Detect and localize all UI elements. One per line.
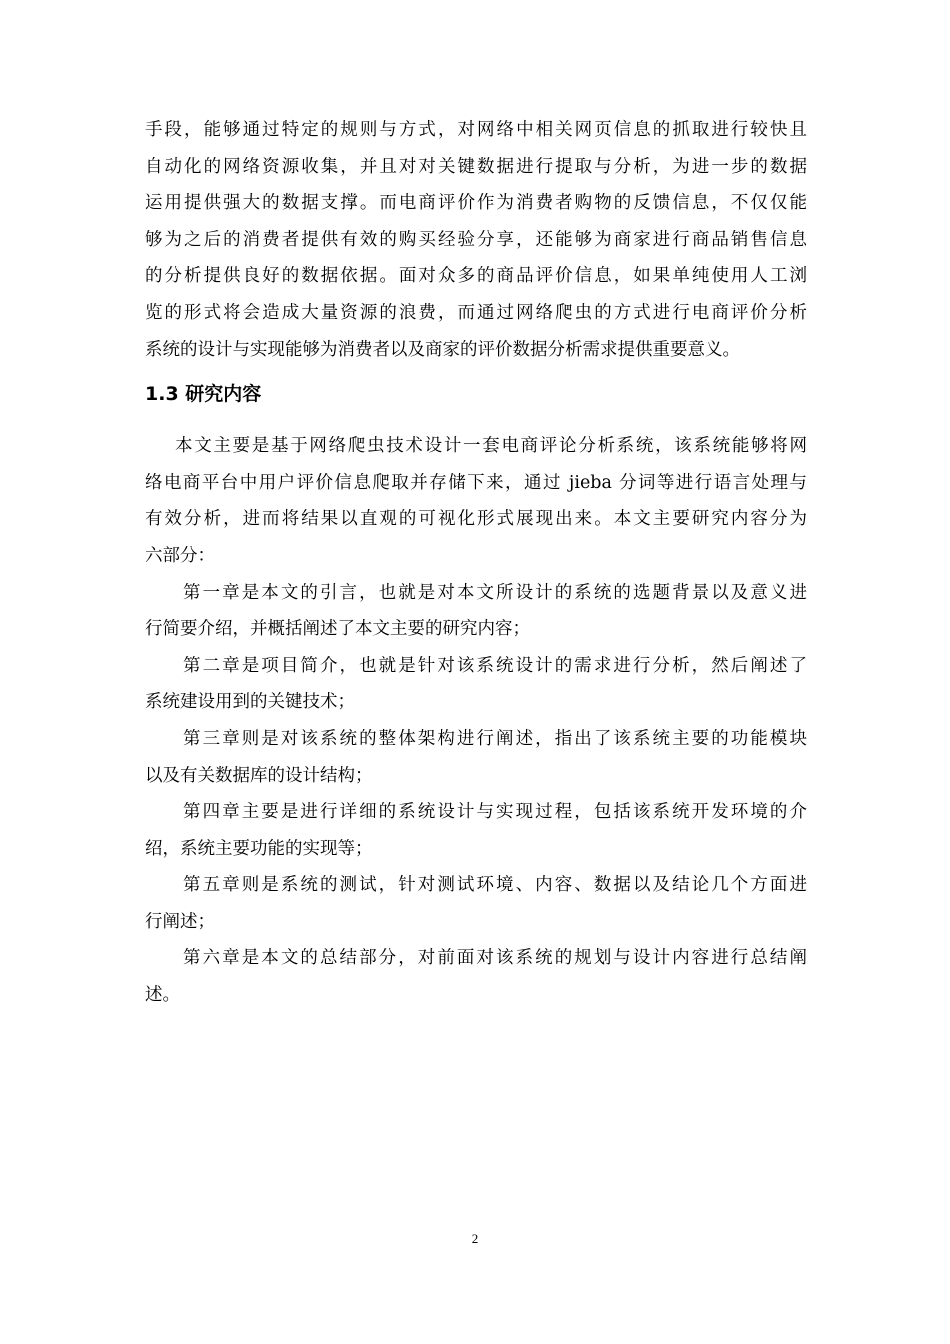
text-line: 六部分： bbox=[145, 545, 215, 566]
text-line: 的分析提供良好的数据依据。面对众多的商品评价信息，如果单纯使用人工浏 bbox=[145, 266, 807, 287]
text-line: 第二章是项目简介，也就是针对该系统设计的需求进行分析，然后阐述了 bbox=[183, 655, 807, 676]
text-line: 有效分析，进而将结果以直观的可视化形式展现出来。本文主要研究内容分为 bbox=[145, 509, 807, 530]
text-line: 绍，系统主要功能的实现等； bbox=[145, 838, 373, 859]
text-line: 络电商平台中用户评价信息爬取并存储下来，通过 jieba 分词等进行语言处理与 bbox=[145, 472, 807, 493]
text-line: 第一章是本文的引言，也就是对本文所设计的系统的选题背景以及意义进 bbox=[183, 582, 807, 603]
text-line: 以及有关数据库的设计结构； bbox=[145, 765, 373, 786]
text-line: 够为之后的消费者提供有效的购买经验分享，还能够为商家进行商品销售信息 bbox=[145, 229, 807, 250]
text-line: 第五章则是系统的测试，针对测试环境、内容、数据以及结论几个方面进 bbox=[183, 875, 807, 896]
text-line: 自动化的网络资源收集，并且对对关键数据进行提取与分析，为进一步的数据 bbox=[145, 156, 807, 177]
text-line: 第三章则是对该系统的整体架构进行阐述，指出了该系统主要的功能模块 bbox=[183, 728, 807, 749]
page-number: 2 bbox=[471, 1231, 479, 1246]
text-line: 览的形式将会造成大量资源的浪费，而通过网络爬虫的方式进行电商评价分析 bbox=[145, 302, 807, 323]
chapter-paragraph-1 bbox=[145, 575, 807, 648]
text-line: 第六章是本文的总结部分，对前面对该系统的规划与设计内容进行总结阐 bbox=[183, 948, 807, 969]
section-heading: 1.3 研究内容 bbox=[145, 383, 262, 406]
summary-paragraph bbox=[145, 428, 807, 574]
text-line: 述。 bbox=[145, 985, 180, 1006]
chapter-paragraph-2 bbox=[145, 648, 807, 721]
text-line: 行阐述； bbox=[145, 911, 215, 932]
intro-paragraph bbox=[145, 112, 807, 368]
chapter-paragraph-5 bbox=[145, 867, 807, 940]
text-line: 手段，能够通过特定的规则与方式，对网络中相关网页信息的抓取进行较快且 bbox=[145, 120, 807, 140]
page-content bbox=[145, 112, 807, 1014]
text-line: 系统的设计与实现能够为消费者以及商家的评价数据分析需求提供重要意义。 bbox=[145, 339, 740, 360]
chapter-paragraph-3 bbox=[145, 721, 807, 794]
text-line: 第四章主要是进行详细的系统设计与实现过程，包括该系统开发环境的介 bbox=[183, 802, 807, 823]
chapter-paragraph-4 bbox=[145, 794, 807, 867]
text-line: 本文主要是基于网络爬虫技术设计一套电商评论分析系统，该系统能够将网 bbox=[175, 436, 807, 457]
chapter-paragraph-6 bbox=[145, 940, 807, 1013]
text-line: 运用提供强大的数据支撑。而电商评价作为消费者购物的反馈信息，不仅仅能 bbox=[145, 193, 807, 214]
text-line: 行简要介绍，并概括阐述了本文主要的研究内容； bbox=[145, 619, 530, 640]
text-line: 系统建设用到的关键技术； bbox=[145, 692, 355, 713]
